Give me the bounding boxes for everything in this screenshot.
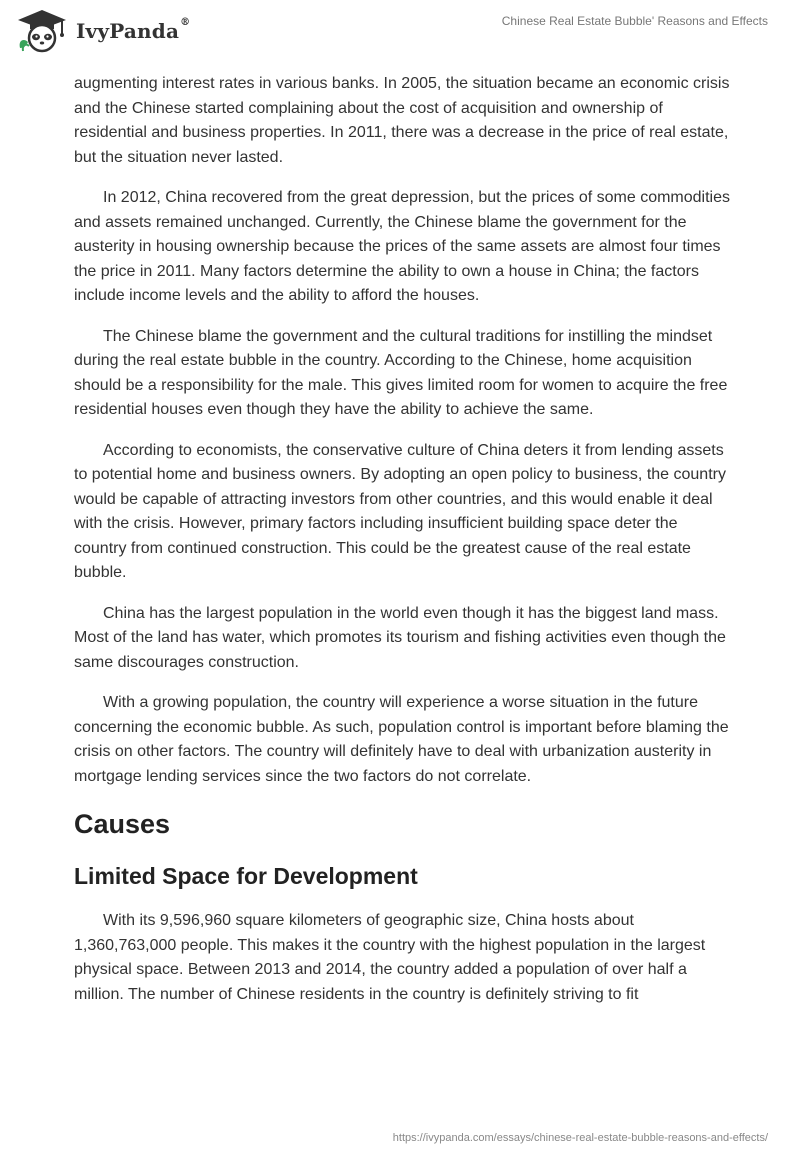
subsection-heading-limited-space: Limited Space for Development <box>74 863 418 889</box>
footer-url[interactable]: https://ivypanda.com/essays/chinese-real-estate-bubble-reasons-and-effects/ <box>392 1132 768 1144</box>
page-header <box>0 0 800 70</box>
paragraph: The Chinese blame the government and the cultural traditions for instilling the mindset during the real estate bubble in the country. According to the Chinese, home acquisition should be a responsibility for the male. This gives limited room for women to acquire the free residential houses even though they have the ability to achieve the same. <box>74 327 728 418</box>
paragraph: In 2012, China recovered from the great depression, but the prices of some commodities and assets remained unchanged. Currently, the Chinese blame the government for the austerity in housing ownership because the prices of the same assets are almost four times the price in 2011. Many factors determine the ability to own a house in China; the factors include income levels and the ability to afford the houses. <box>74 189 730 304</box>
panda-logo-icon <box>14 8 70 54</box>
paragraph: China has the largest population in the world even though it has the biggest land mass. Most of the land has water, which promotes its tourism and fishing activities even though the same discourages construction. <box>74 604 726 671</box>
paragraph: According to economists, the conservative culture of China deters it from lending assets to potential home and business owners. By adopting an open policy to business, the country would be capable of attracting investors from other countries, and this would enable it deal with the crisis. However, primary factors including insufficient building space deter the country from continued construction. This could be the greatest cause of the real estate bubble. <box>74 441 726 581</box>
brand-name: IvyPanda® <box>76 17 191 43</box>
paragraph: augmenting interest rates in various banks. In 2005, the situation became an economic crisis and the Chinese started complaining about the cost of acquisition and ownership of residential and business properties. In 2011, there was a decrease in the price of real estate, but the situation never lasted. <box>74 75 730 166</box>
document-title: Chinese Real Estate Bubble' Reasons and Effects <box>501 14 768 28</box>
paragraph: With its 9,596,960 square kilometers of geographic size, China hosts about 1,360,763,000 people. This makes it the country with the highest population in the largest physical space. Between 2013 and 2014, the country added a population of over half a million. The number of Chinese residents in the country is definitely striving to fit <box>74 912 706 1003</box>
section-heading-causes: Causes <box>74 809 171 839</box>
ivypanda-logo[interactable] <box>14 8 190 54</box>
essay-body <box>74 72 734 1023</box>
paragraph: With a growing population, the country will experience a worse situation in the future concerning the economic bubble. As such, population control is important before blaming the crisis on other factors. The country will definitely have to deal with urbanization austerity in mortgage lending services since the two factors do not correlate. <box>74 694 729 785</box>
